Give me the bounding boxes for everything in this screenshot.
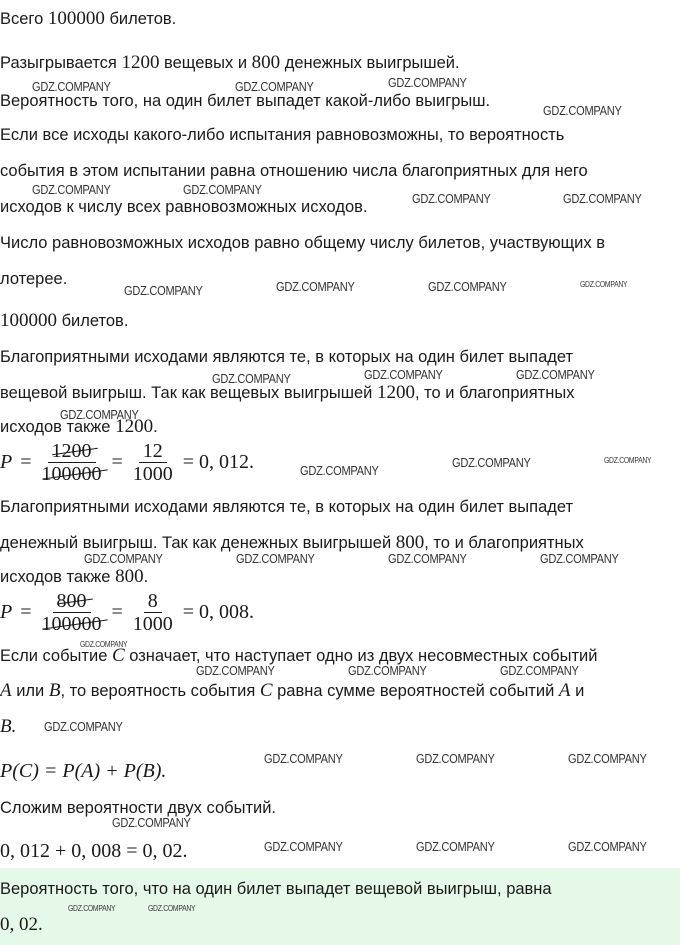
watermark: GDZ.COMPANY xyxy=(84,551,163,566)
watermark: GDZ.COMPANY xyxy=(80,640,128,649)
watermark: GDZ.COMPANY xyxy=(60,407,139,422)
watermark: GDZ.COMPANY xyxy=(183,182,262,197)
text-line-9: 100000 билетов. xyxy=(0,310,129,331)
text-line-7: Число равновозможных исходов равно общему числу билетов, участвующих в xyxy=(0,234,605,252)
watermark: GDZ.COMPANY xyxy=(212,371,291,386)
watermark: GDZ.COMPANY xyxy=(568,839,647,854)
formula-sum-result: 0, 012 + 0, 008 = 0, 02. xyxy=(0,840,188,862)
watermark: GDZ.COMPANY xyxy=(388,75,467,90)
watermark: GDZ.COMPANY xyxy=(112,815,191,830)
formula-sum-rule: P(C) = P(A) + P(B). xyxy=(0,760,167,782)
text-line-14: денежный выигрыш. Так как денежных выигрышей 800, то и благоприятных xyxy=(0,532,584,553)
watermark: GDZ.COMPANY xyxy=(428,279,507,294)
text-line-16: Если событие C означает, что наступает одно из двух несовместных событий xyxy=(0,645,598,666)
text-line-4: Если все исходы какого-либо испытания равновозможны, то вероятность xyxy=(0,126,565,144)
watermark: GDZ.COMPANY xyxy=(264,751,343,766)
formula-material-prize: P = $\frac{1200}{100000}$ = $\frac{12}{1000}$ = 0, 012. xyxy=(0,440,255,485)
text-line-11: вещевой выигрыш. Так как вещевых выигрышей 1200, то и благоприятных xyxy=(0,382,575,403)
watermark: GDZ.COMPANY xyxy=(276,279,355,294)
watermark: GDZ.COMPANY xyxy=(236,551,315,566)
watermark: GDZ.COMPANY xyxy=(416,839,495,854)
watermark: GDZ.COMPANY xyxy=(32,182,111,197)
answer-line-2: 0, 02. xyxy=(0,914,43,935)
watermark: GDZ.COMPANY xyxy=(580,280,628,289)
watermark: GDZ.COMPANY xyxy=(500,663,579,678)
text-line-5: события в этом испытании равна отношению числа благоприятных для него xyxy=(0,162,588,180)
text-line-1: Всего 100000 билетов. xyxy=(0,8,177,29)
watermark: GDZ.COMPANY xyxy=(568,751,647,766)
watermark: GDZ.COMPANY xyxy=(264,839,343,854)
text-line-3: Вероятность того, на один билет выпадет какой-либо выигрыш. xyxy=(0,92,491,110)
watermark: GDZ.COMPANY xyxy=(364,367,443,382)
watermark: GDZ.COMPANY xyxy=(452,455,531,470)
watermark: GDZ.COMPANY xyxy=(543,103,622,118)
text-line-10: Благоприятными исходами являются те, в которых на один билет выпадет xyxy=(0,348,574,366)
watermark: GDZ.COMPANY xyxy=(300,463,379,478)
text-line-18: B. xyxy=(0,716,17,737)
watermark: GDZ.COMPANY xyxy=(516,367,595,382)
watermark: GDZ.COMPANY xyxy=(412,191,491,206)
watermark: GDZ.COMPANY xyxy=(563,191,642,206)
text-line-17: A или B, то вероятность события C равна сумме вероятностей событий A и xyxy=(0,680,585,701)
watermark: GDZ.COMPANY xyxy=(32,79,111,94)
watermark: GDZ.COMPANY xyxy=(348,663,427,678)
watermark: GDZ.COMPANY xyxy=(68,904,116,913)
watermark: GDZ.COMPANY xyxy=(44,719,123,734)
watermark: GDZ.COMPANY xyxy=(196,663,275,678)
text-line-15: исходов также 800. xyxy=(0,566,149,587)
text-line-13: Благоприятными исходами являются те, в которых на один билет выпадет xyxy=(0,498,574,516)
watermark: GDZ.COMPANY xyxy=(540,551,619,566)
watermark: GDZ.COMPANY xyxy=(235,79,314,94)
formula-money-prize: P = $\frac{800}{100000}$ = $\frac{8}{1000}$ = 0, 008. xyxy=(0,590,255,635)
answer-line-1: Вероятность того, что на один билет выпадет вещевой выигрыш, равна xyxy=(0,880,552,898)
watermark: GDZ.COMPANY xyxy=(148,904,196,913)
text-line-2: Разыгрывается 1200 вещевых и 800 денежных выигрышей. xyxy=(0,52,460,73)
text-line-12: исходов также 1200. xyxy=(0,416,158,437)
text-line-8: лотерее. xyxy=(0,270,68,288)
watermark: GDZ.COMPANY xyxy=(604,456,652,465)
watermark: GDZ.COMPANY xyxy=(124,283,203,298)
text-line-19: Сложим вероятности двух событий. xyxy=(0,799,277,817)
watermark: GDZ.COMPANY xyxy=(388,551,467,566)
watermark: GDZ.COMPANY xyxy=(416,751,495,766)
text-line-6: исходов к числу всех равновозможных исходов. xyxy=(0,198,368,216)
